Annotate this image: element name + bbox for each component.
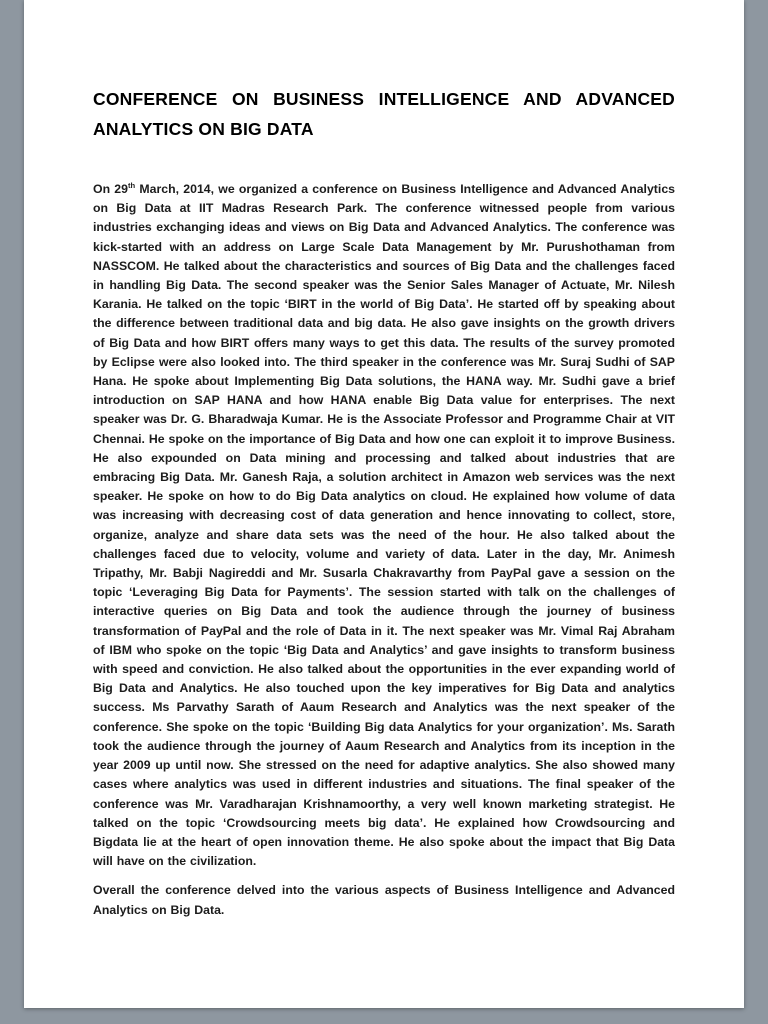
report-paragraph-rest: March, 2014, we organized a conference on Business Intelligence and Advanced Analytics on Big Data at IIT Madras Research Park. The conference witnessed people from various industries exchanging ideas and views on Big Data and Advanced Analytics. The conference was kick-started with an address on Large Scale Data Management by Mr. Purushothaman from NASSCOM. He talked about the characteristics and sources of Big Data and the challenges faced in handling Big Data. The second speaker was the Senior Sales Manager of Actuate, Mr. Nilesh Karania. He talked on the topic ‘BIRT in the world of Big Data’. He started off by speaking about the difference between traditional data and big data. He also gave insights on the growth drivers of Big Data and how BIRT offers many ways to get this data. The results of the survey promoted by Eclipse were also looked into. The third speaker in the conference was Mr. Suraj Sudhi of SAP Hana. He spoke about Implementing Big Data solutions, the HANA way. Mr. Sudhi gave a brief introduction on SAP HANA and how HANA enable Big Data value for enterprises. The next speaker was Dr. G. Bharadwaja Kumar. He is the Associate Professor and Programme Chair at VIT Chennai. He spoke on the importance of Big Data and how one can exploit it to improve Business. He also expounded on Data mining and processing and talked about industries that are embracing Big Data. Mr. Ganesh Raja, a solution architect in Amazon web services was the next speaker. He spoke on how to do Big Data analytics on cloud. He explained how volume of data was increasing with decreasing cost of data generation and hence innovating to collect, store, organize, analyze and share data sets was the need of the hour. He also talked about the challenges faced due to velocity, volume and variety of data. Later in the day, Mr. Animesh Tripathy, Mr. Babji Nagireddi and Mr. Susarla Chakravarthy from PayPal gave a session on the topic ‘Leveraging Big Data for Payments’. The session started with talk on the challenges of interactive queries on Big Data and took the audience through the journey of business transformation of PayPal and the role of Data in it. The next speaker was Mr. Vimal Raj Abraham of IBM who spoke on the topic ‘Big Data and Analytics’ and gave insights to transform business with speed and conviction. He also talked about the opportunities in the ever expanding world of Big Data and Analytics. He also touched upon the key imperatives for Big Data and analytics success. Ms Parvathy Sarath of Aaum Research and Analytics was the next speaker of the conference. She spoke on the topic ‘Building Big data Analytics for your organization’. Ms. Sarath took the audience through the journey of Aaum Research and Analytics from its inception in the year 2009 up until now. She stressed on the need for adaptive analytics. She also showed many cases where analytics was used in different industries and situations. The final speaker of the conference was Mr. Varadharajan Krishnamoorthy, a very well known marketing strategist. He talked on the topic ‘Crowdsourcing meets big data’. He explained how Crowdsourcing and Bigdata lie at the heart of open innovation theme. He also spoke about the impact that Big Data will have on the civilization.: [93, 182, 675, 869]
report-paragraph-start: On 29: [93, 182, 128, 196]
closing-paragraph: Overall the conference delved into the various aspects of Business Intelligence and Advanced Analytics on Big Data.: [93, 883, 675, 917]
document-page: [24, 0, 744, 1008]
document-title-line-2: ANALYTICS ON BIG DATA: [93, 119, 314, 139]
document-title-line-1: CONFERENCE ON BUSINESS INTELLIGENCE AND ADVANCED: [93, 89, 675, 109]
document-title: [93, 84, 675, 144]
report-paragraph: [93, 180, 675, 871]
ordinal-superscript: th: [127, 180, 136, 190]
